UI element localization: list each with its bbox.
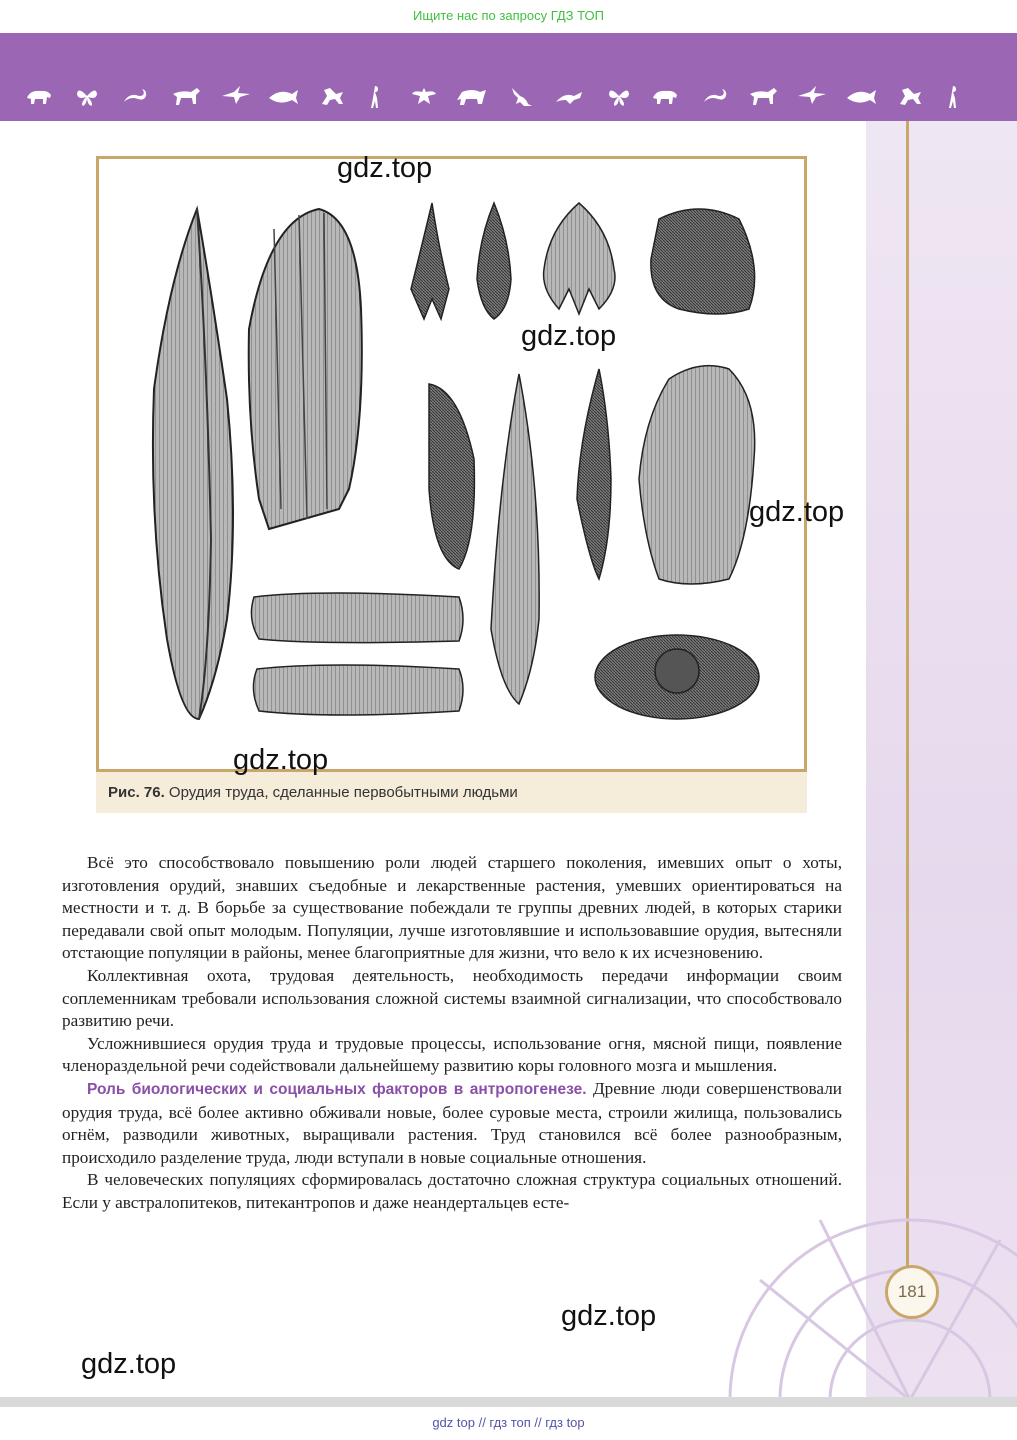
side-gold-rule [906,121,909,1266]
kangaroo-icon [506,84,534,108]
term-heading: Роль биологических и социальных факторов в антропогенезе. [87,1080,587,1098]
scorpion-icon [120,84,150,108]
watermark: gdz.top [337,152,433,184]
watermark: gdz.top [521,320,617,352]
caption-text: Орудия труда, сделанные первобытными людьми [164,784,518,801]
tool-arrowhead-3 [544,203,615,314]
horse-icon [169,84,203,108]
hominid-icon [366,84,386,110]
animal-silhouette-row [24,84,974,110]
term-paragraph-text: Древние люди совершенствовали орудия труда, всё более активно обживали новые, более суровые места, строили жилища, пользовались огнём, разводили животных, выращивали растения. Труд становился всё более разнообразным, происходило разделение труда, люди вступали в новые социальные отношения. [62,1078,842,1167]
watermark: gdz.top [561,1300,657,1332]
paragraph: Коллективная охота, трудовая деятельность, необходимость передачи информации своим соплеменникам требовали использования сложной системы взаимной сигнализации, что способствовало развитию речи. [62,965,842,1031]
tool-hand-axe [639,366,755,584]
tool-blade-2 [429,384,474,569]
hominid-icon-2 [944,84,964,110]
tool-arrowhead-1 [411,203,449,319]
page-number-badge [885,1265,939,1319]
paragraph: Всё это способствовало повышению роли людей старшего поколения, имевших опыт о хоты, изготовления орудий, знавших съедобные и лекарственные растения, умевших ориентироваться на местности и т. д. В борьбе за существование побеждали те группы древних людей, в которых старики передавали свой опыт молодым. Популяции, лучше изготовлявшие и использовавшие орудия, вытесняли отстающие популяции в районы, менее благоприятные для жизни, что вело к их исчезновению. [62,853,842,963]
watermark: gdz.top [749,496,845,528]
tool-bar-1 [251,593,463,643]
butterfly-icon [74,84,100,108]
watermark: gdz.top [233,744,329,776]
paragraph: В человеческих популяциях сформировалась достаточно сложная структура социальных отношений. Если у австралопитеков, питекантропов и даже неандертальцев есте- [62,1170,842,1212]
paragraph: Усложнившиеся орудия труда и трудовые процессы, использование огня, мясной пищи, появление членораздельной речи содействовали дальнейшему развитию коры головного мозга и мышления. [62,1033,842,1076]
figure-frame [96,156,807,772]
pterosaur-icon-2 [796,84,828,108]
body-text [62,852,842,1215]
page-number: 181 [897,1282,927,1301]
dinosaur-icon-2 [896,84,924,108]
top-banner [0,0,1017,32]
animal-icon-2 [650,84,680,108]
caption-label: Рис. 76. [108,784,165,801]
footer [0,1408,1017,1440]
fish-icon-2 [844,84,878,108]
lizard-icon [554,84,584,108]
figure-caption [96,772,807,813]
tool-leaf-point [577,369,611,579]
beast-icon [454,84,488,108]
animal-icon [24,84,54,108]
scorpion-icon-2 [700,84,730,108]
term-paragraph [62,1078,842,1169]
tool-arrowhead-2 [477,203,511,319]
page-bottom-shadow [0,1397,1017,1407]
horse-icon-2 [746,84,780,108]
insect-icon [410,84,438,108]
butterfly-icon-2 [606,84,632,108]
pterosaur-icon [220,84,252,108]
stone-tools-illustration [99,159,804,769]
watermark: gdz.top [81,1348,177,1380]
tool-scraper [651,209,755,314]
tool-long-blade [153,209,233,719]
tool-long-point [491,374,539,704]
tool-bar-2 [253,665,463,715]
dinosaur-icon [318,84,346,108]
top-banner-text: Ищите нас по запросу ГДЗ ТОП [413,8,604,23]
fish-icon [266,84,300,108]
footer-text: gdz top // гдз топ // гдз top [432,1415,585,1430]
